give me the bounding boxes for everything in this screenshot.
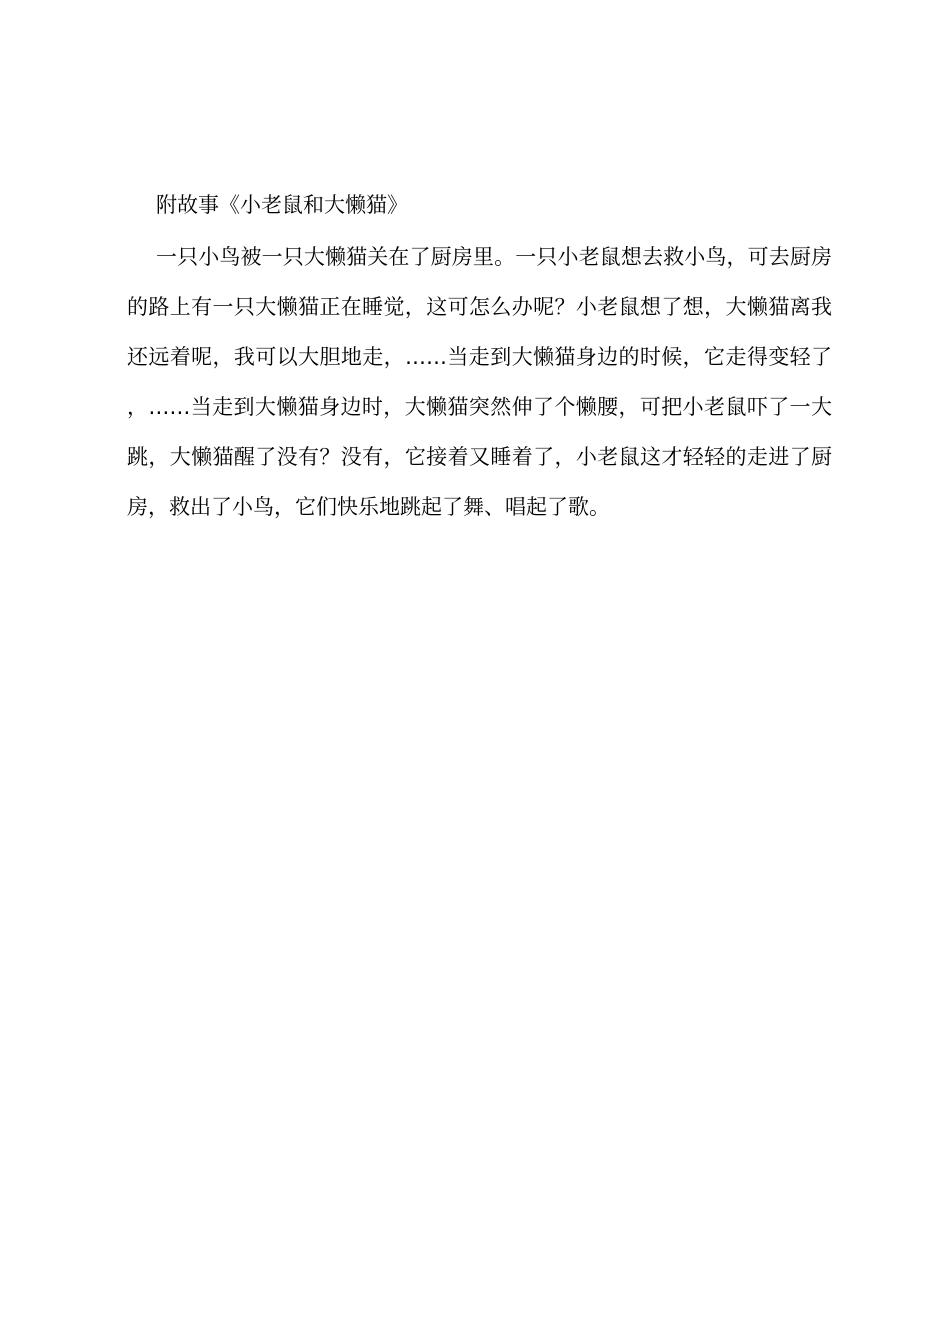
- story-heading: 附故事《小老鼠和大懒猫》: [156, 193, 408, 217]
- story-paragraph: 一只小鸟被一只大懒猫关在了厨房里。一只小老鼠想去救小鸟，可去厨房的路上有一只大懒猫正在睡觉，这可怎么办呢？小老鼠想了想，大懒猫离我还远着呢，我可以大胆地走，……当走到大懒猫身边的时候，它走得变轻了，……当走到大懒猫身边时，大懒猫突然伸了个懒腰，可把小老鼠吓了一大跳，大懒猫醒了没有？没有，它接着又睡着了，小老鼠这才轻轻的走进了厨房，救出了小鸟，它们快乐地跳起了舞、唱起了歌。: [127, 245, 832, 519]
- document-body: [127, 183, 832, 532]
